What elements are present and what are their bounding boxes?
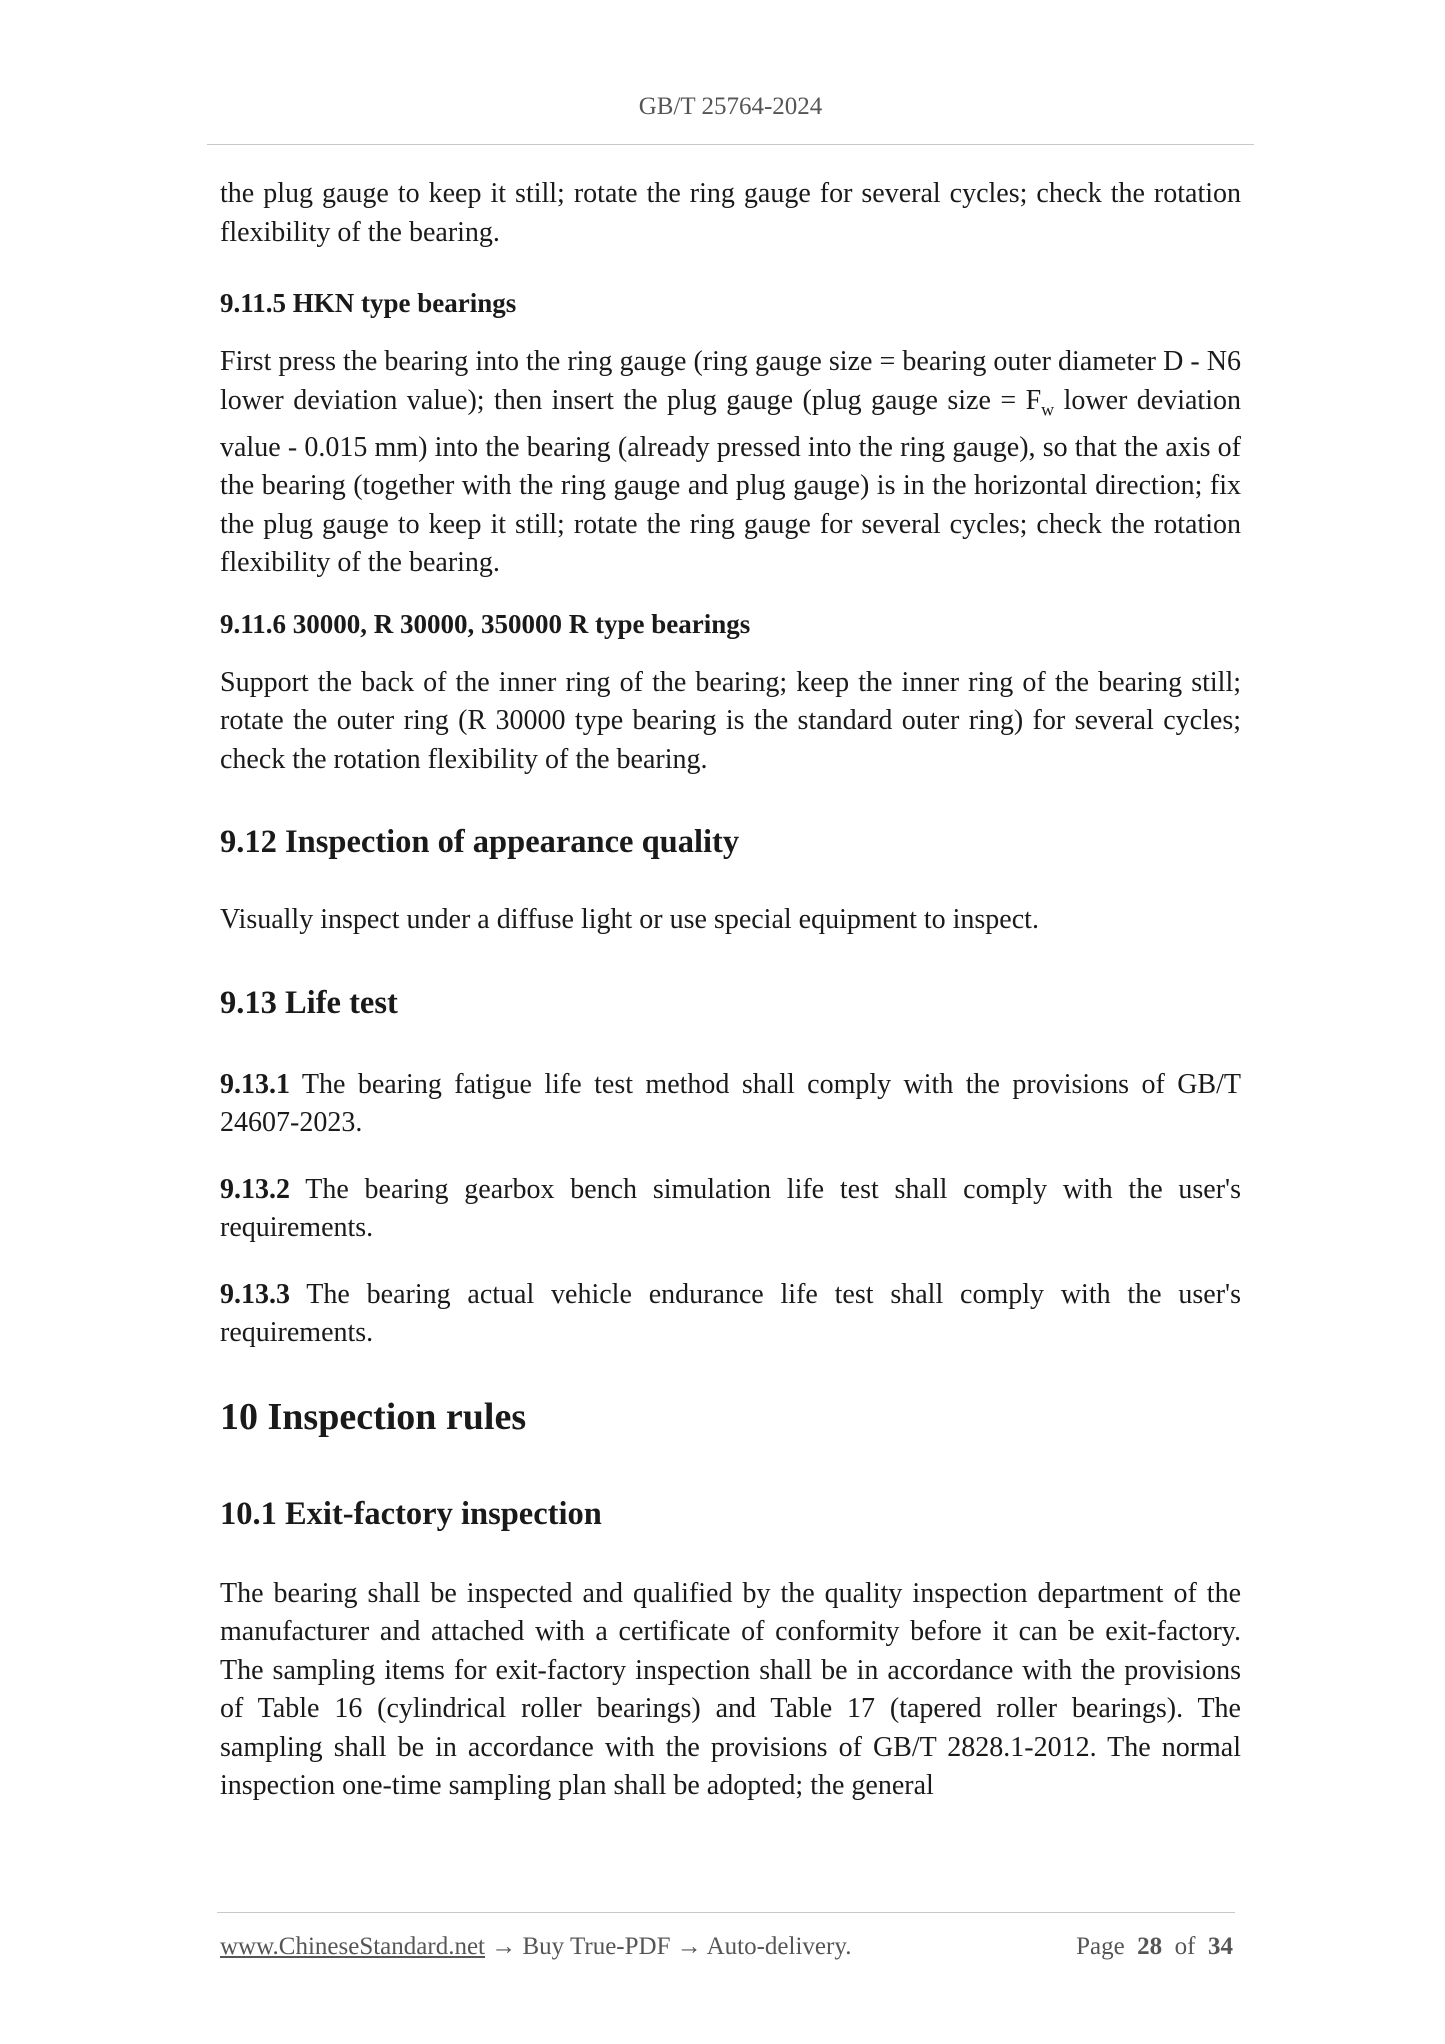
clause-text: The bearing fatigue life test method shall comply with the provisions of GB/T 24607-2023. [220, 1068, 1241, 1139]
auto-delivery-text: Auto-delivery. [706, 1933, 852, 1960]
clause-text: The bearing gearbox bench simulation life test shall comply with the user's requirements. [220, 1173, 1241, 1244]
buy-pdf-text: Buy True-PDF [522, 1933, 671, 1960]
site-link[interactable]: www.ChineseStandard.net [220, 1933, 485, 1960]
clause-number: 9.13.1 [220, 1068, 290, 1100]
paragraph-9-11-5 [220, 343, 1241, 583]
paragraph-9-12: Visually inspect under a diffuse light or use special equipment to inspect. [220, 904, 1039, 936]
page-content [220, 175, 1241, 1806]
clause-number: 9.13.3 [220, 1278, 290, 1310]
clause-9-13-3 [220, 1276, 1241, 1353]
clause-9-13-1 [220, 1066, 1241, 1143]
header-divider [207, 144, 1254, 145]
clause-text: The bearing actual vehicle endurance life test shall comply with the user's requirements. [220, 1278, 1241, 1349]
heading-9-11-5: 9.11.5 HKN type bearings [220, 288, 517, 318]
paragraph-10-1: The bearing shall be inspected and qualified by the quality inspection department of the manufacturer and attached with a certificate of conformity before it can be exit-factory. The sampling items for exit-factory inspection shall be in accordance with the provisions of Table 16 (cylindrical roller bearings) and Table 17 (tapered roller bearings). The sampling shall be in accordance with the provisions of GB/T 2828.1-2012. The normal inspection one-time sampling plan shall be adopted; the general [220, 1577, 1241, 1802]
paragraph-9-11-5-part-b: lower deviation value - 0.015 mm) into the bearing (already pressed into the ring gauge), so that the axis of the bearing (together with the ring gauge and plug gauge) is in the horizontal direction; fix the plug gauge to keep it still; rotate the ring gauge for several cycles; check the rotation flexibility of the bearing. [220, 384, 1241, 579]
heading-9-13: 9.13 Life test [220, 984, 398, 1021]
arrow-right-icon: → [676, 1933, 702, 1960]
paragraph-9-11-5-part-a: First press the bearing into the ring gauge (ring gauge size = bearing outer diameter D - N6 lower deviation value); then insert the plug gauge (plug gauge size = F [220, 346, 1241, 416]
page-indicator [1076, 1933, 1233, 1961]
clause-number: 9.13.2 [220, 1173, 290, 1205]
heading-9-12: 9.12 Inspection of appearance quality [220, 824, 740, 861]
footer-divider [217, 1912, 1235, 1913]
page-label: Page [1076, 1933, 1125, 1960]
subscript-w: w [1041, 399, 1055, 420]
arrow-right-icon: → [491, 1933, 517, 1960]
clause-9-13-2 [220, 1171, 1241, 1248]
heading-9-11-6: 9.11.6 30000, R 30000, 350000 R type bearings [220, 608, 751, 639]
paragraph-9-11-6: Support the back of the inner ring of the bearing; keep the inner ring of the bearing still; rotate the outer ring (R 30000 type bearing is the standard outer ring) for several cycles; check the rotation flexibility of the bearing. [220, 666, 1241, 775]
footer-links [220, 1933, 851, 1961]
heading-10: 10 Inspection rules [220, 1395, 527, 1438]
of-label: of [1174, 1933, 1196, 1960]
heading-10-1: 10.1 Exit-factory inspection [220, 1495, 602, 1532]
page-footer [220, 1933, 1233, 1967]
document-header: GB/T 25764-2024 [638, 93, 823, 120]
current-page-number: 28 [1137, 1933, 1163, 1960]
continued-paragraph: the plug gauge to keep it still; rotate the ring gauge for several cycles; check the rotation flexibility of the bearing. [220, 178, 1241, 248]
total-pages-number: 34 [1208, 1933, 1233, 1960]
